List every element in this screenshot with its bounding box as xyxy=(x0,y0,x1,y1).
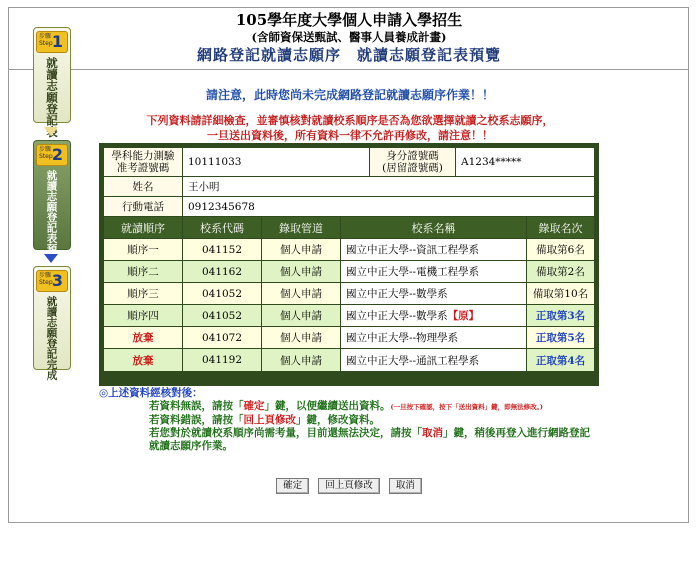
row-dept: 國立中正大學--電機工程學系 xyxy=(341,261,527,282)
row-dept: 國立中正大學--通訊工程學系 xyxy=(341,349,527,371)
row-channel: 個人申請 xyxy=(262,349,341,371)
row-rank: 備取第6名 xyxy=(527,239,594,260)
info-row-exam xyxy=(104,148,594,176)
step-2-label: 就讀志願登記表預覽 xyxy=(45,170,58,265)
page-subheading: (含師資保送甄試、醫事人員養成計畫) xyxy=(251,30,447,44)
step-1-number: 1 xyxy=(51,32,63,51)
instructions xyxy=(99,387,590,453)
table-row xyxy=(104,305,594,326)
instruction-back xyxy=(149,414,590,427)
step-2-tab xyxy=(33,140,71,265)
row-dept: 國立中正大學--數學系 xyxy=(341,283,527,304)
row-dept xyxy=(341,305,527,326)
col-code-header: 校系代碼 xyxy=(183,217,262,238)
info-row-name xyxy=(104,177,594,196)
instruction-back-b: 」鍵，修改資料。 xyxy=(296,414,380,426)
row-dept: 國立中正大學--資訊工程學系 xyxy=(341,239,527,260)
instruction-back-a: 若資料錯誤，請按「 xyxy=(149,414,244,426)
col-order-header: 就讀順序 xyxy=(104,217,183,238)
row-rank: 正取第3名 xyxy=(527,305,594,326)
row-rank: 正取第4名 xyxy=(527,349,594,371)
instruction-back-key: 回上頁修改 xyxy=(243,414,296,426)
col-dept-header: 校系名稱 xyxy=(341,217,527,238)
col-rank-header: 錄取名次 xyxy=(527,217,594,238)
step-1-label: 就讀志願登記表 xyxy=(45,57,59,138)
exam-id-label: 學科能力測驗 准考證號碼 xyxy=(104,148,183,176)
notice-check xyxy=(80,113,620,143)
phone-value: 0912345678 xyxy=(183,197,594,216)
instruction-confirm-key: 確定 xyxy=(243,400,265,412)
notice-line-2: 下列資料請詳細檢查，並審慎核對就讀校系順序是否為您欲選擇就讀之校系志願序， xyxy=(146,114,554,127)
row-channel: 個人申請 xyxy=(262,239,341,260)
step-3-number: 3 xyxy=(51,271,63,290)
cancel-button[interactable]: 取消 xyxy=(389,478,422,494)
table-header-row xyxy=(104,217,594,238)
original-tag: 【原】 xyxy=(447,310,480,322)
header-divider xyxy=(8,69,689,70)
page-title: 網路登記就讀志願序 就讀志願登記表預覽 xyxy=(196,46,501,64)
national-id-value: A1234***** xyxy=(456,148,594,176)
instruction-confirm-b: 」鍵，以便繼續送出資料。 xyxy=(264,400,391,412)
step-2-number: 2 xyxy=(51,145,63,164)
step-3-label: 就讀志願登記完成 xyxy=(45,296,58,380)
row-code: 041192 xyxy=(183,349,262,371)
row-channel: 個人申請 xyxy=(262,283,341,304)
row-code: 041152 xyxy=(183,239,262,260)
row-rank: 備取第10名 xyxy=(527,283,594,304)
row-rank: 備取第2名 xyxy=(527,261,594,282)
phone-label: 行動電話 xyxy=(104,197,183,216)
step-arrow-2-icon xyxy=(44,254,58,263)
row-dept: 國立中正大學--物理學系 xyxy=(341,327,527,348)
step-3-tab xyxy=(33,266,71,380)
table-row xyxy=(104,283,594,304)
row-order: 順序四 xyxy=(104,305,183,326)
row-code: 041052 xyxy=(183,305,262,326)
confirm-button[interactable]: 確定 xyxy=(276,478,309,494)
row-channel: 個人申請 xyxy=(262,327,341,348)
row-order: 放棄 xyxy=(104,327,183,348)
instruction-cancel-a: 若您對於就讀校系順序尚需考量，目前還無法決定，請按「 xyxy=(149,427,422,439)
row-order: 順序三 xyxy=(104,283,183,304)
table-row xyxy=(104,327,594,348)
step-2-badge-small: 步驟 Step xyxy=(39,146,53,160)
step-arrow-1-icon xyxy=(44,127,58,136)
instruction-cancel-key: 取消 xyxy=(422,427,443,439)
instruction-cancel-b: 」鍵，稍後再登入進行網路登記 xyxy=(443,427,590,439)
back-edit-button[interactable]: 回上頁修改 xyxy=(318,478,380,494)
row-code: 041162 xyxy=(183,261,262,282)
instruction-cancel xyxy=(149,427,590,440)
row-code: 041052 xyxy=(183,283,262,304)
exam-id-value: 10111033 xyxy=(183,148,370,176)
name-value: 王小明 xyxy=(183,177,594,196)
step-3-badge xyxy=(36,270,68,292)
row-dept-name: 國立中正大學--數學系 xyxy=(346,310,448,322)
row-order: 順序二 xyxy=(104,261,183,282)
info-row-phone xyxy=(104,197,594,216)
step-3-badge-small: 步驟 Step xyxy=(39,272,53,286)
instructions-heading: ◎上述資料經核對後： xyxy=(99,387,203,399)
instruction-cancel-cont: 就讀志願序作業。 xyxy=(149,440,233,452)
notice-line-3: 一旦送出資料後，所有資料一律不允許再修改，請注意！！ xyxy=(207,129,493,142)
table-row xyxy=(104,261,594,282)
row-rank: 正取第5名 xyxy=(527,327,594,348)
row-channel: 個人申請 xyxy=(262,261,341,282)
step-1-badge-small: 步驟 Step xyxy=(39,33,53,47)
table-row xyxy=(104,239,594,260)
instruction-confirm xyxy=(149,400,590,414)
row-order: 放棄 xyxy=(104,349,183,371)
preference-table xyxy=(99,143,599,386)
national-id-label: 身分證號碼 (居留證號碼) xyxy=(370,148,456,176)
instruction-confirm-note: (一旦按下確認，按下「送出資料」鍵，即無法修改。) xyxy=(390,403,543,411)
action-buttons xyxy=(0,473,698,494)
row-code: 041072 xyxy=(183,327,262,348)
row-channel: 個人申請 xyxy=(262,305,341,326)
table-row xyxy=(104,349,594,371)
col-channel-header: 錄取管道 xyxy=(262,217,341,238)
name-label: 姓名 xyxy=(104,177,183,196)
row-order: 順序一 xyxy=(104,239,183,260)
notice-incomplete: 請注意，此時您尚未完成網路登記就讀志願序作業！！ xyxy=(205,88,494,102)
instruction-confirm-a: 若資料無誤，請按「 xyxy=(149,400,244,412)
step-2-badge xyxy=(36,144,68,166)
page-heading: 105學年度大學個人申請入學招生 xyxy=(235,11,463,29)
